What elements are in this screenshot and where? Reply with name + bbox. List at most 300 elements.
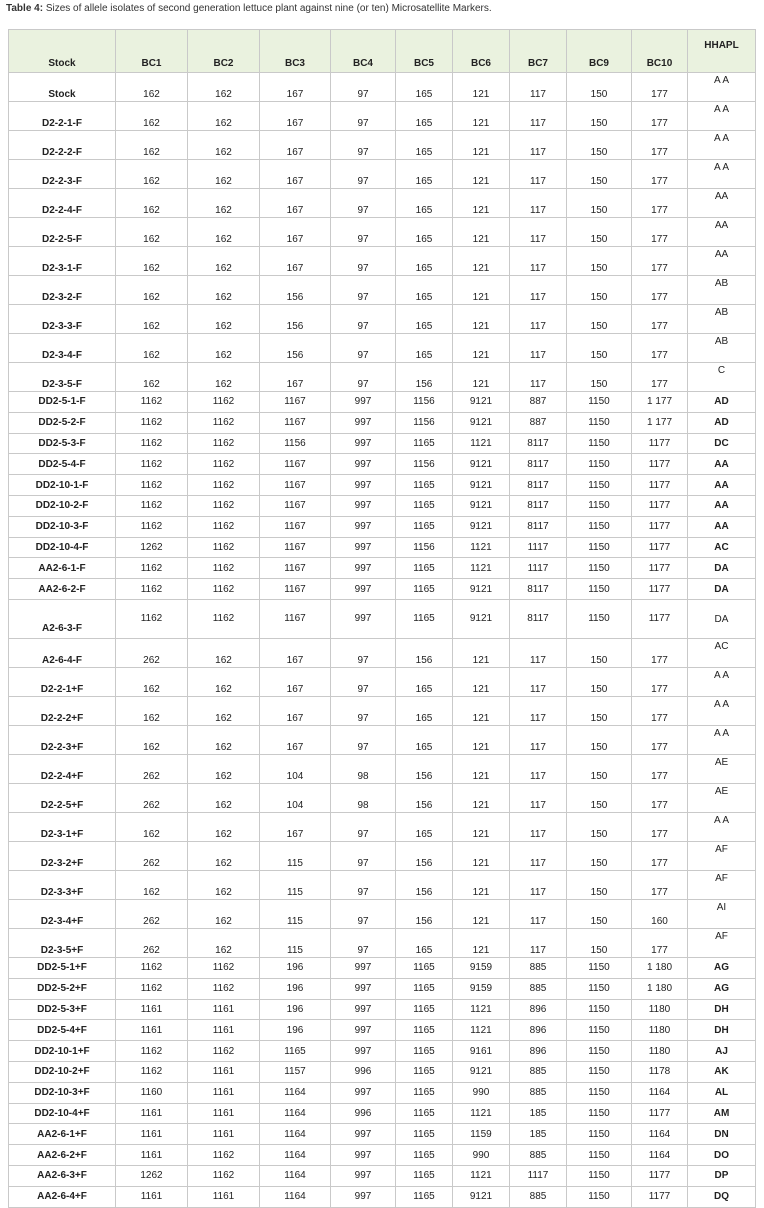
marker-cell: 997	[331, 599, 396, 638]
marker-cell: 177	[632, 334, 688, 363]
marker-cell: 177	[632, 276, 688, 305]
marker-cell: 167	[260, 102, 331, 131]
hhapl-cell: AB	[688, 334, 756, 363]
marker-cell: 162	[188, 783, 260, 812]
marker-cell: 9121	[453, 495, 510, 516]
marker-cell: 177	[632, 667, 688, 696]
marker-cell: 1162	[116, 978, 188, 999]
marker-cell: 177	[632, 754, 688, 783]
hhapl-cell: A A	[688, 160, 756, 189]
marker-cell: 1162	[116, 454, 188, 475]
marker-cell: 162	[188, 305, 260, 334]
column-header: BC3	[260, 30, 331, 73]
marker-cell: 117	[510, 102, 567, 131]
marker-cell: 162	[116, 160, 188, 189]
stock-cell: D2-2-1+F	[9, 667, 116, 696]
stock-cell: D2-2-4+F	[9, 754, 116, 783]
marker-cell: 150	[567, 870, 632, 899]
stock-cell: A2-6-4-F	[9, 638, 116, 667]
table-row	[9, 957, 756, 978]
hhapl-cell: DC	[688, 433, 756, 454]
marker-cell: 1165	[396, 1186, 453, 1207]
stock-cell: AA2-6-1-F	[9, 558, 116, 579]
table-row	[9, 1061, 756, 1082]
marker-cell: 167	[260, 363, 331, 392]
marker-cell: 1177	[632, 558, 688, 579]
hhapl-cell: A A	[688, 696, 756, 725]
hhapl-cell: DA	[688, 599, 756, 638]
marker-cell: 162	[188, 841, 260, 870]
marker-cell: 121	[453, 754, 510, 783]
marker-cell: 97	[331, 305, 396, 334]
stock-cell: D2-3-2+F	[9, 841, 116, 870]
marker-cell: 1177	[632, 537, 688, 558]
marker-cell: 162	[188, 160, 260, 189]
hhapl-cell: AB	[688, 276, 756, 305]
marker-cell: 162	[116, 725, 188, 754]
marker-cell: 162	[188, 276, 260, 305]
table-row	[9, 1165, 756, 1186]
marker-cell: 997	[331, 537, 396, 558]
marker-cell: 996	[331, 1103, 396, 1124]
marker-cell: 117	[510, 812, 567, 841]
hhapl-cell: AA	[688, 189, 756, 218]
marker-cell: 121	[453, 363, 510, 392]
marker-cell: 162	[188, 928, 260, 957]
stock-cell: DD2-10-1+F	[9, 1041, 116, 1062]
marker-cell: 9161	[453, 1041, 510, 1062]
marker-cell: 162	[188, 754, 260, 783]
marker-cell: 1162	[188, 454, 260, 475]
hhapl-cell: DH	[688, 999, 756, 1020]
table-row	[9, 276, 756, 305]
marker-cell: 1262	[116, 1165, 188, 1186]
marker-cell: 262	[116, 754, 188, 783]
marker-cell: 1177	[632, 475, 688, 496]
hhapl-cell: DQ	[688, 1186, 756, 1207]
marker-cell: 97	[331, 870, 396, 899]
column-header: HHAPL	[688, 30, 756, 73]
marker-cell: 162	[188, 870, 260, 899]
marker-cell: 150	[567, 899, 632, 928]
marker-cell: 177	[632, 363, 688, 392]
stock-cell: D2-3-1-F	[9, 247, 116, 276]
table-row	[9, 189, 756, 218]
marker-cell: 8117	[510, 599, 567, 638]
marker-cell: 117	[510, 189, 567, 218]
marker-cell: 1161	[188, 1103, 260, 1124]
marker-cell: 997	[331, 1020, 396, 1041]
table-row	[9, 334, 756, 363]
marker-cell: 117	[510, 247, 567, 276]
marker-cell: 177	[632, 305, 688, 334]
marker-cell: 1 177	[632, 412, 688, 433]
table-row	[9, 978, 756, 999]
table-row	[9, 102, 756, 131]
column-header: BC4	[331, 30, 396, 73]
marker-cell: 896	[510, 1041, 567, 1062]
table-row	[9, 1082, 756, 1103]
marker-cell: 167	[260, 131, 331, 160]
marker-cell: 885	[510, 978, 567, 999]
marker-cell: 1121	[453, 558, 510, 579]
marker-cell: 150	[567, 334, 632, 363]
marker-cell: 997	[331, 1145, 396, 1166]
marker-cell: 1117	[510, 1165, 567, 1186]
marker-cell: 1161	[188, 999, 260, 1020]
marker-cell: 117	[510, 870, 567, 899]
marker-cell: 1165	[396, 1082, 453, 1103]
marker-cell: 1165	[396, 1145, 453, 1166]
hhapl-cell: AC	[688, 537, 756, 558]
table-row	[9, 754, 756, 783]
stock-cell: D2-3-1+F	[9, 812, 116, 841]
marker-cell: 1150	[567, 412, 632, 433]
marker-cell: 1162	[116, 579, 188, 600]
marker-cell: 1161	[188, 1061, 260, 1082]
hhapl-cell: AC	[688, 638, 756, 667]
marker-cell: 121	[453, 638, 510, 667]
table-row	[9, 412, 756, 433]
marker-cell: 97	[331, 218, 396, 247]
marker-cell: 150	[567, 754, 632, 783]
marker-cell: 1162	[188, 392, 260, 413]
marker-cell: 1150	[567, 1165, 632, 1186]
marker-cell: 997	[331, 579, 396, 600]
hhapl-cell: AA	[688, 516, 756, 537]
marker-cell: 1165	[396, 495, 453, 516]
marker-cell: 1162	[116, 412, 188, 433]
marker-cell: 1162	[188, 495, 260, 516]
stock-cell: DD2-5-3+F	[9, 999, 116, 1020]
marker-cell: 177	[632, 189, 688, 218]
marker-cell: 117	[510, 899, 567, 928]
marker-cell: 162	[116, 870, 188, 899]
marker-cell: 8117	[510, 433, 567, 454]
marker-cell: 1161	[188, 1124, 260, 1145]
marker-cell: 1150	[567, 558, 632, 579]
marker-cell: 1162	[188, 537, 260, 558]
marker-cell: 121	[453, 696, 510, 725]
marker-cell: 177	[632, 812, 688, 841]
marker-cell: 1162	[116, 433, 188, 454]
marker-cell: 1164	[260, 1186, 331, 1207]
marker-cell: 156	[260, 334, 331, 363]
marker-cell: 165	[396, 696, 453, 725]
marker-cell: 8117	[510, 516, 567, 537]
marker-cell: 117	[510, 73, 567, 102]
marker-cell: 156	[396, 638, 453, 667]
table-row	[9, 363, 756, 392]
hhapl-cell: DO	[688, 1145, 756, 1166]
marker-cell: 167	[260, 247, 331, 276]
marker-cell: 162	[116, 363, 188, 392]
marker-cell: 177	[632, 870, 688, 899]
marker-cell: 167	[260, 638, 331, 667]
marker-cell: 1156	[396, 454, 453, 475]
marker-cell: 162	[116, 305, 188, 334]
hhapl-cell: AE	[688, 783, 756, 812]
stock-cell: D2-2-2-F	[9, 131, 116, 160]
marker-cell: 165	[396, 189, 453, 218]
table-row	[9, 495, 756, 516]
marker-cell: 1165	[396, 1124, 453, 1145]
table-row	[9, 899, 756, 928]
marker-cell: 1180	[632, 1041, 688, 1062]
marker-cell: 150	[567, 218, 632, 247]
marker-cell: 1121	[453, 1103, 510, 1124]
stock-cell: DD2-5-1+F	[9, 957, 116, 978]
marker-cell: 115	[260, 870, 331, 899]
marker-cell: 121	[453, 334, 510, 363]
stock-cell: D2-2-5-F	[9, 218, 116, 247]
column-header: BC10	[632, 30, 688, 73]
stock-cell: DD2-10-3+F	[9, 1082, 116, 1103]
marker-cell: 9121	[453, 599, 510, 638]
marker-cell: 1178	[632, 1061, 688, 1082]
column-header: BC1	[116, 30, 188, 73]
table-row	[9, 783, 756, 812]
marker-cell: 121	[453, 928, 510, 957]
marker-cell: 177	[632, 783, 688, 812]
marker-cell: 997	[331, 1186, 396, 1207]
marker-cell: 1156	[396, 412, 453, 433]
marker-cell: 997	[331, 1082, 396, 1103]
marker-cell: 196	[260, 957, 331, 978]
marker-cell: 1262	[116, 537, 188, 558]
marker-cell: 150	[567, 363, 632, 392]
marker-cell: 1157	[260, 1061, 331, 1082]
marker-cell: 177	[632, 131, 688, 160]
stock-cell: D2-3-3+F	[9, 870, 116, 899]
marker-cell: 1162	[188, 1041, 260, 1062]
marker-cell: 1177	[632, 495, 688, 516]
marker-cell: 997	[331, 412, 396, 433]
marker-cell: 1162	[188, 957, 260, 978]
marker-cell: 177	[632, 247, 688, 276]
marker-cell: 167	[260, 725, 331, 754]
marker-cell: 1162	[116, 516, 188, 537]
marker-cell: 1 180	[632, 978, 688, 999]
marker-cell: 121	[453, 189, 510, 218]
marker-cell: 177	[632, 160, 688, 189]
marker-cell: 997	[331, 1124, 396, 1145]
marker-cell: 162	[116, 73, 188, 102]
table-row	[9, 638, 756, 667]
marker-cell: 162	[188, 638, 260, 667]
marker-cell: 150	[567, 189, 632, 218]
hhapl-cell: A A	[688, 667, 756, 696]
marker-cell: 1165	[396, 516, 453, 537]
table-row	[9, 516, 756, 537]
marker-cell: 997	[331, 999, 396, 1020]
marker-cell: 1150	[567, 433, 632, 454]
marker-cell: 1165	[396, 999, 453, 1020]
marker-cell: 185	[510, 1103, 567, 1124]
hhapl-cell: AF	[688, 870, 756, 899]
table-row	[9, 812, 756, 841]
marker-cell: 162	[116, 247, 188, 276]
marker-cell: 1162	[188, 579, 260, 600]
marker-cell: 97	[331, 928, 396, 957]
marker-cell: 162	[116, 102, 188, 131]
table-row	[9, 160, 756, 189]
marker-cell: 1150	[567, 495, 632, 516]
marker-cell: 1150	[567, 599, 632, 638]
marker-cell: 97	[331, 102, 396, 131]
marker-cell: 1167	[260, 454, 331, 475]
marker-cell: 1177	[632, 1165, 688, 1186]
marker-cell: 1167	[260, 412, 331, 433]
marker-cell: 162	[188, 334, 260, 363]
marker-cell: 121	[453, 102, 510, 131]
marker-cell: 1150	[567, 454, 632, 475]
marker-cell: 117	[510, 334, 567, 363]
marker-cell: 167	[260, 73, 331, 102]
marker-cell: 1165	[396, 978, 453, 999]
marker-cell: 115	[260, 899, 331, 928]
table-row	[9, 999, 756, 1020]
marker-cell: 1167	[260, 516, 331, 537]
hhapl-cell: AA	[688, 247, 756, 276]
marker-cell: 1162	[116, 599, 188, 638]
marker-cell: 97	[331, 696, 396, 725]
marker-cell: 8117	[510, 495, 567, 516]
marker-cell: 9121	[453, 1061, 510, 1082]
marker-cell: 121	[453, 870, 510, 899]
stock-cell: D2-2-4-F	[9, 189, 116, 218]
marker-cell: 97	[331, 899, 396, 928]
marker-cell: 97	[331, 131, 396, 160]
marker-cell: 167	[260, 160, 331, 189]
stock-cell: DD2-10-1-F	[9, 475, 116, 496]
stock-cell: DD2-10-3-F	[9, 516, 116, 537]
marker-cell: 1162	[116, 392, 188, 413]
marker-cell: 167	[260, 696, 331, 725]
marker-cell: 1161	[116, 1145, 188, 1166]
marker-cell: 167	[260, 812, 331, 841]
hhapl-cell: A A	[688, 131, 756, 160]
marker-cell: 1167	[260, 392, 331, 413]
table-caption	[6, 3, 492, 14]
marker-cell: 997	[331, 957, 396, 978]
marker-cell: 1162	[116, 495, 188, 516]
marker-cell: 1162	[188, 1165, 260, 1186]
marker-cell: 996	[331, 1061, 396, 1082]
marker-cell: 997	[331, 558, 396, 579]
marker-cell: 1162	[188, 599, 260, 638]
marker-cell: 1161	[116, 999, 188, 1020]
marker-cell: 997	[331, 433, 396, 454]
marker-cell: 1121	[453, 999, 510, 1020]
hhapl-cell: DA	[688, 558, 756, 579]
marker-cell: 1167	[260, 599, 331, 638]
hhapl-cell: AG	[688, 957, 756, 978]
marker-cell: 97	[331, 334, 396, 363]
marker-cell: 1162	[188, 433, 260, 454]
table-row	[9, 131, 756, 160]
marker-cell: 1162	[116, 957, 188, 978]
marker-cell: 1165	[396, 558, 453, 579]
marker-cell: 262	[116, 899, 188, 928]
marker-cell: 121	[453, 667, 510, 696]
marker-cell: 9121	[453, 1186, 510, 1207]
marker-cell: 1150	[567, 1041, 632, 1062]
marker-cell: 97	[331, 812, 396, 841]
marker-cell: 162	[188, 812, 260, 841]
marker-cell: 150	[567, 160, 632, 189]
marker-cell: 165	[396, 928, 453, 957]
hhapl-cell: AA	[688, 495, 756, 516]
marker-cell: 896	[510, 1020, 567, 1041]
marker-cell: 196	[260, 999, 331, 1020]
hhapl-cell: AM	[688, 1103, 756, 1124]
marker-cell: 97	[331, 667, 396, 696]
marker-cell: 104	[260, 783, 331, 812]
marker-cell: 117	[510, 131, 567, 160]
marker-cell: 1164	[260, 1165, 331, 1186]
marker-cell: 1150	[567, 999, 632, 1020]
marker-cell: 1165	[396, 957, 453, 978]
marker-cell: 162	[188, 899, 260, 928]
marker-cell: 162	[188, 667, 260, 696]
table-row	[9, 433, 756, 454]
stock-cell: DD2-5-3-F	[9, 433, 116, 454]
table-row	[9, 1103, 756, 1124]
hhapl-cell: DN	[688, 1124, 756, 1145]
stock-cell: D2-2-2+F	[9, 696, 116, 725]
marker-cell: 1150	[567, 1124, 632, 1145]
marker-cell: 117	[510, 218, 567, 247]
marker-cell: 8117	[510, 454, 567, 475]
marker-cell: 121	[453, 812, 510, 841]
marker-cell: 165	[396, 334, 453, 363]
marker-cell: 162	[116, 667, 188, 696]
column-header: BC2	[188, 30, 260, 73]
marker-cell: 997	[331, 495, 396, 516]
marker-cell: 1161	[116, 1186, 188, 1207]
table-row	[9, 928, 756, 957]
stock-cell: DD2-5-2-F	[9, 412, 116, 433]
hhapl-cell: AI	[688, 899, 756, 928]
marker-cell: 1117	[510, 537, 567, 558]
marker-cell: 1150	[567, 579, 632, 600]
marker-cell: 8117	[510, 579, 567, 600]
marker-cell: 1150	[567, 475, 632, 496]
stock-cell: A2-6-3-F	[9, 599, 116, 638]
marker-cell: 121	[453, 276, 510, 305]
marker-cell: 885	[510, 1061, 567, 1082]
marker-cell: 165	[396, 812, 453, 841]
marker-cell: 1167	[260, 475, 331, 496]
stock-cell: DD2-10-4-F	[9, 537, 116, 558]
marker-cell: 115	[260, 928, 331, 957]
marker-cell: 9121	[453, 475, 510, 496]
marker-cell: 165	[396, 667, 453, 696]
marker-cell: 162	[116, 696, 188, 725]
hhapl-cell: AJ	[688, 1041, 756, 1062]
marker-cell: 150	[567, 812, 632, 841]
marker-cell: 1162	[188, 978, 260, 999]
marker-cell: 121	[453, 73, 510, 102]
hhapl-cell: AE	[688, 754, 756, 783]
marker-cell: 162	[188, 247, 260, 276]
marker-cell: 997	[331, 392, 396, 413]
table-row	[9, 247, 756, 276]
marker-cell: 990	[453, 1082, 510, 1103]
marker-cell: 162	[188, 73, 260, 102]
hhapl-cell: DP	[688, 1165, 756, 1186]
